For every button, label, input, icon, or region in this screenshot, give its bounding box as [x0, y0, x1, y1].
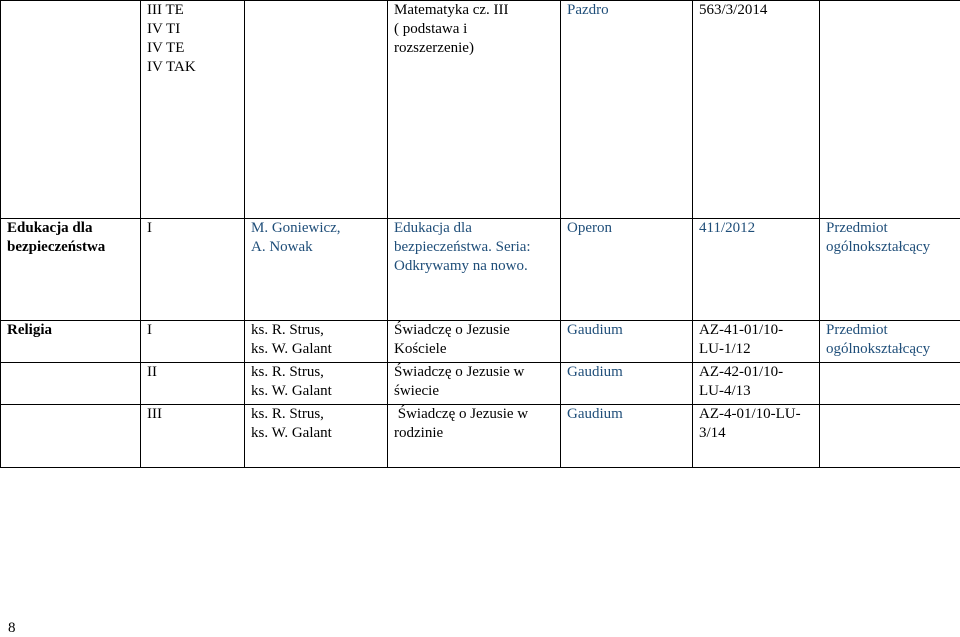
- author-line: ks. R. Strus,: [251, 406, 324, 422]
- number-cell: [693, 219, 820, 321]
- publisher-cell: [561, 321, 693, 363]
- publisher-cell: [561, 219, 693, 321]
- title-line: Świadczę o Jezusie w: [394, 364, 525, 380]
- number-line: AZ-4-01/10-LU-: [699, 406, 801, 422]
- publisher-text: Gaudium: [567, 364, 623, 380]
- number-line: AZ-42-01/10-: [699, 364, 784, 380]
- subject-cell: [1, 363, 141, 405]
- subject-cell: [1, 321, 141, 363]
- title-line: Świadczę o Jezusie w: [394, 406, 529, 422]
- class-line: I: [147, 322, 152, 338]
- notes-line: Przedmiot: [826, 220, 888, 236]
- title-cell: [388, 219, 561, 321]
- publisher-text: Pazdro: [567, 2, 609, 18]
- author-line: ks. W. Galant: [251, 383, 332, 399]
- author-cell: [245, 363, 388, 405]
- title-line: ( podstawa i: [394, 21, 468, 37]
- author-line: M. Goniewicz,: [251, 220, 341, 236]
- subject-line: Religia: [7, 322, 52, 338]
- title-cell: [388, 1, 561, 219]
- notes-cell: [820, 219, 960, 321]
- title-line: rozszerzenie): [394, 40, 474, 56]
- author-cell: [245, 321, 388, 363]
- number-line: AZ-41-01/10-: [699, 322, 784, 338]
- subject-cell: [1, 219, 141, 321]
- class-line: III TE: [147, 2, 184, 18]
- notes-cell: [820, 1, 960, 219]
- number-line: 563/3/2014: [699, 2, 768, 18]
- author-cell: [245, 405, 388, 468]
- publisher-cell: [561, 363, 693, 405]
- title-line: bezpieczeństwa. Seria:: [394, 239, 531, 255]
- number-cell: [693, 1, 820, 219]
- class-line: IV TAK: [147, 59, 196, 75]
- table-row: [1, 219, 960, 321]
- author-line: ks. R. Strus,: [251, 364, 324, 380]
- notes-line: ogólnokształcący: [826, 239, 931, 255]
- page-number: 8: [8, 620, 16, 636]
- classes-cell: [141, 321, 245, 363]
- publisher-cell: [561, 405, 693, 468]
- class-line: II: [147, 364, 157, 380]
- author-cell: [245, 219, 388, 321]
- subject-line: Edukacja dla: [7, 220, 93, 236]
- table-row: [1, 363, 960, 405]
- class-line: IV TE: [147, 40, 185, 56]
- subject-cell: [1, 405, 141, 468]
- class-line: III: [147, 406, 162, 422]
- classes-cell: [141, 219, 245, 321]
- title-cell: [388, 363, 561, 405]
- publisher-text: Gaudium: [567, 322, 623, 338]
- title-line: Matematyka cz. III: [394, 2, 509, 18]
- notes-line: Przedmiot: [826, 322, 888, 338]
- title-line: Kościele: [394, 341, 447, 357]
- classes-cell: [141, 405, 245, 468]
- title-line: Odkrywamy na nowo.: [394, 258, 528, 274]
- number-line: 411/2012: [699, 220, 756, 236]
- number-line: 3/14: [699, 425, 726, 441]
- notes-cell: [820, 405, 960, 468]
- table-row: [1, 405, 960, 468]
- table-row: [1, 321, 960, 363]
- title-cell: [388, 321, 561, 363]
- table-row: [1, 1, 960, 219]
- title-line: Świadczę o Jezusie: [394, 322, 510, 338]
- title-line: Edukacja dla: [394, 220, 472, 236]
- subject-line: bezpieczeństwa: [7, 239, 106, 255]
- title-cell: [388, 405, 561, 468]
- classes-cell: [141, 363, 245, 405]
- title-line: rodzinie: [394, 425, 444, 441]
- author-line: ks. W. Galant: [251, 425, 332, 441]
- publisher-text: Operon: [567, 220, 612, 236]
- number-line: LU-1/12: [699, 341, 751, 357]
- class-line: IV TI: [147, 21, 181, 37]
- notes-cell: [820, 363, 960, 405]
- subject-cell: [1, 1, 141, 219]
- number-cell: [693, 321, 820, 363]
- number-cell: [693, 363, 820, 405]
- number-line: LU-4/13: [699, 383, 751, 399]
- number-cell: [693, 405, 820, 468]
- author-line: ks. W. Galant: [251, 341, 332, 357]
- publisher-text: Gaudium: [567, 406, 623, 422]
- author-line: ks. R. Strus,: [251, 322, 324, 338]
- title-line: świecie: [394, 383, 439, 399]
- notes-line: ogólnokształcący: [826, 341, 931, 357]
- publisher-cell: [561, 1, 693, 219]
- author-line: A. Nowak: [251, 239, 313, 255]
- classes-cell: [141, 1, 245, 219]
- notes-cell: [820, 321, 960, 363]
- class-line: I: [147, 220, 152, 236]
- author-cell: [245, 1, 388, 219]
